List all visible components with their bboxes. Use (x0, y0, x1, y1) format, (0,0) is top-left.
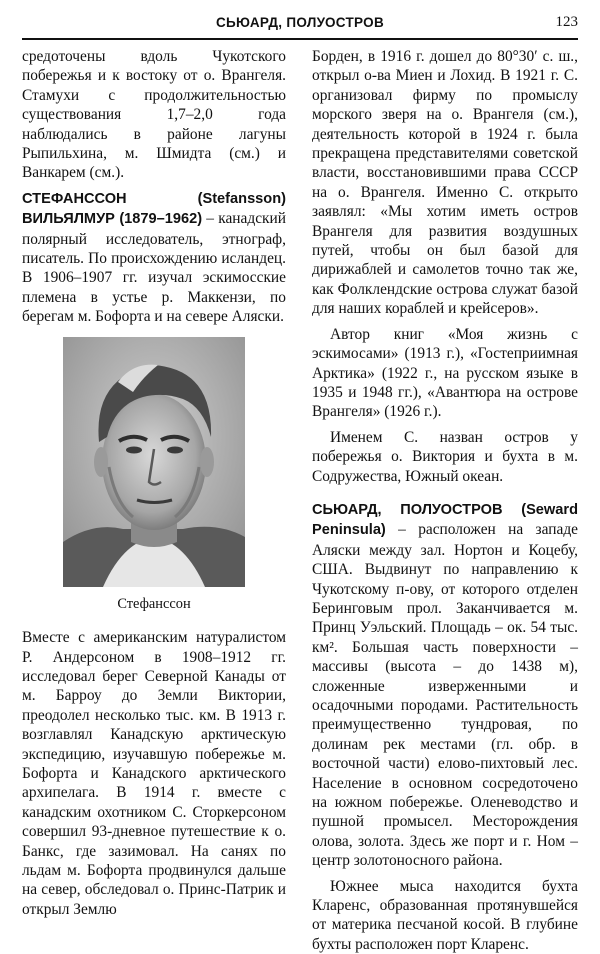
entry-headword: СТЕФАНССОН (Stefansson) ВИЛЬЯЛМУР (1879–1962) (22, 190, 286, 228)
page-number: 123 (555, 14, 578, 30)
running-head: СЬЮАРД, ПОЛУОСТРОВ (215, 15, 385, 30)
entry-text: – канадский полярный исследователь, этнограф, писатель. По происхождению исландец. В 1906–1907 гг. изучал эскимосские племена в устье р. Маккензи, по берегам м. Бофорта и на севере Аляски. (22, 210, 286, 326)
entry-seward (312, 500, 578, 871)
paragraph-named: Именем С. назван остров у побережья о. Виктория и бухта в м. Содружества, Южный океан. (312, 428, 578, 485)
paragraph-expedition: Вместе с американским натуралистом Р. Андерсоном в 1908–1912 гг. исследовал берег Северной Канады от м. Барроу до Земли Виктории, преодолел несколько тыс. км. В 1913 г. возглавлял Канадскую арктическую экспедицию, изучавшую побережье м. Бофорта и Канадского арктического архипелага. В 1914 г. вместе с канадским охотником С. Сторкерсоном совершил 93-дневное путешествие к о. Банкс, где зазимовал. На санях по льдам м. Бофорта продвинулся дальше на север, обследовал о. Принс-Патрик и открыл Землю (22, 629, 286, 918)
entry-stefansson (22, 189, 286, 327)
left-column (22, 47, 286, 919)
paragraph-books: Автор книг «Моя жизнь с эскимосами» (1913 г.), «Гостеприимная Арктика» (1922 г., на русском языке в 1935 и 1948 гг.), «Авантюра на острове Врангеля» (1926 г.). (312, 325, 578, 421)
figure-caption: Стефанссон (117, 595, 191, 612)
continuation-paragraph: средоточены вдоль Чукотского побережья и к востоку от о. Врангеля. Стамухи с продолжительностью существования 1,7–2,0 года наблюдались в районе лагуны Рыпильхина, м. Шмидта (см.) и Ванкарем (см.). (22, 48, 286, 182)
entry-headword: СЬЮАРД, ПОЛУОСТРОВ (Seward Peninsula) (312, 501, 578, 539)
portrait-photo (63, 337, 245, 587)
paragraph-bay: Южнее мыса находится бухта Кларенс, образованная протянувшейся от материка песчаной косой. В глубине бухты расположен порт Кларенс. (312, 877, 578, 953)
continuation-paragraph: Борден, в 1916 г. дошел до 80°30′ с. ш., открыл о-ва Миен и Лохид. В 1921 г. С. организовал фирму по промыслу морского зверя на о. Врангеля (см.), деятельность которой в 1924 г. была прекращена представителями советской власти, восстановившими права СССР на о. Врангеля. Именно С. открыто заявлял: «Мы хотим иметь остров Врангеля для развития воздушных путей, чтобы он был базой для дирижаблей и самолетов точно так же, как Фолклендские острова служат базой для наших кораблей и крейсеров». (312, 48, 578, 318)
portrait-figure (22, 337, 286, 614)
entry-text: – расположен на западе Аляски между зал. Нортон и Коцебу, США. Выдвинут по направлению к Чукотскому п-ову, от которого отделен Беринговым прол. Заканчивается м. Принц Уэльский. Площадь – ок. 54 тыс. км². Большая часть поверхности – массивы (высота – до 1438 м), сложенные изверженными и осадочными породами. Растительность преимущественно тундровая, по долинам рек местами (гл. обр. в восточной части) елово-пихтовый лес. Население в основном сосредоточено на южном побережье. Оленеводство и пушной промысел. Месторождения олова, золота. Здесь же порт и г. Ном – центр золотоносного района. (312, 521, 578, 870)
page-header (22, 12, 578, 40)
right-column (312, 47, 578, 954)
